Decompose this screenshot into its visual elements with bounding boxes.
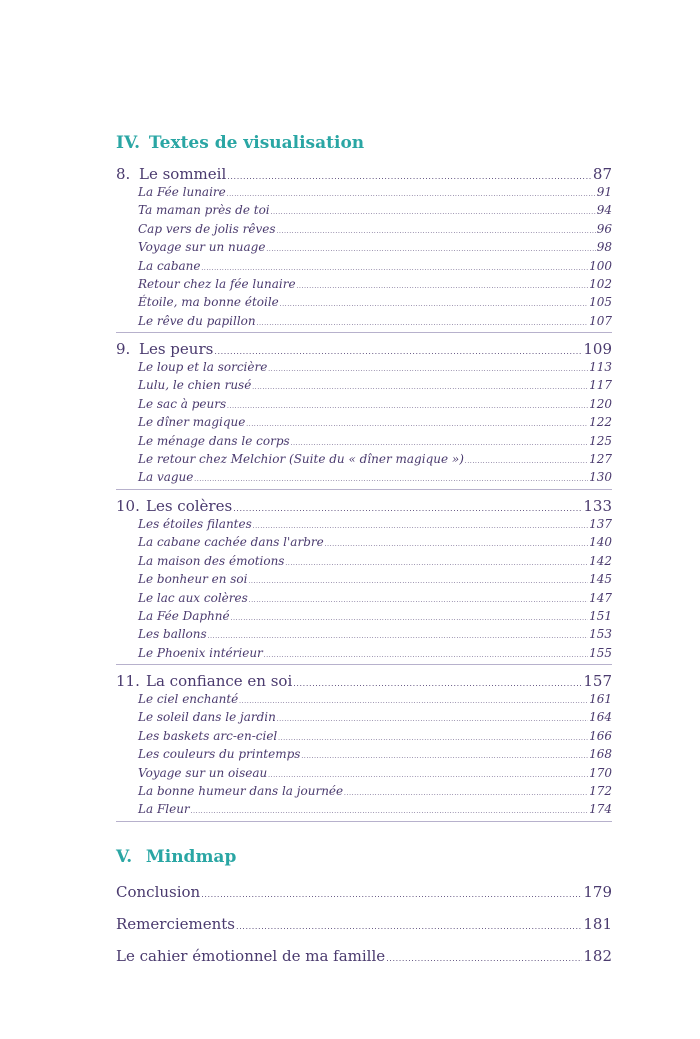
chapter-title: Les peurs (139, 340, 214, 358)
item-title: Cap vers de jolis rêves (138, 221, 276, 236)
item-title: Le bonheur en soi (138, 572, 248, 587)
toc-item[interactable] (116, 517, 612, 535)
chapter-number: 8. (116, 165, 131, 183)
dot-leader (386, 954, 582, 963)
item-page: 94 (596, 203, 612, 218)
item-title: Le lac aux colères (138, 590, 248, 605)
toc-item[interactable] (116, 766, 612, 784)
dot-leader (293, 679, 582, 688)
dot-leader (191, 807, 588, 815)
dot-leader (266, 245, 595, 253)
item-page: 100 (589, 258, 612, 273)
chapter-page: 157 (583, 672, 612, 690)
item-page: 166 (589, 728, 612, 743)
item-title: Les ballons (138, 627, 207, 642)
item-page: 142 (589, 553, 612, 568)
dot-leader (233, 504, 582, 513)
chapter-entry[interactable] (116, 165, 612, 185)
toc-item[interactable] (116, 434, 612, 452)
toc-item[interactable] (116, 692, 612, 710)
item-title: La Fée Daphné (138, 608, 230, 623)
chapter-title: La confiance en soi (146, 672, 293, 690)
dot-leader (236, 922, 582, 931)
item-page: 168 (589, 747, 612, 762)
dot-leader (325, 540, 588, 548)
item-title: Voyage sur un nuage (138, 240, 266, 255)
item-title: La Fée lunaire (138, 185, 226, 199)
item-title: Le soleil dans le jardin (138, 710, 276, 725)
item-title: La vague (138, 470, 194, 485)
item-title: Le ciel enchanté (138, 692, 239, 706)
toc-item[interactable] (116, 240, 612, 258)
dot-leader (257, 319, 588, 327)
dot-leader (231, 614, 588, 622)
item-title: Ta maman près de toi (138, 203, 270, 218)
dot-leader (465, 457, 588, 465)
item-title: Le ménage dans le corps (138, 433, 290, 448)
entry-title: Le cahier émotionnel de ma famille (116, 947, 386, 965)
part-v-heading (116, 847, 236, 867)
chapter-page: 133 (583, 497, 612, 515)
part-title: Mindmap (145, 847, 237, 867)
part-iv-heading (116, 133, 364, 153)
entry-page: 182 (583, 947, 612, 965)
toc-item[interactable] (116, 747, 612, 765)
toc-item[interactable] (116, 378, 612, 396)
dot-leader (246, 420, 588, 428)
item-title: Le sac à peurs (138, 396, 227, 411)
entry-title: Conclusion (116, 883, 201, 901)
toc-item[interactable] (116, 203, 612, 221)
toc-item[interactable] (116, 591, 612, 609)
dot-leader (253, 522, 588, 530)
dot-leader (301, 752, 588, 760)
item-page: 170 (589, 765, 612, 780)
item-page: 113 (589, 360, 612, 374)
item-title: Le rêve du papillon (138, 313, 256, 328)
toc-item[interactable] (116, 222, 612, 240)
item-page: 140 (589, 535, 612, 550)
item-title: La cabane cachée dans l'arbre (138, 535, 324, 550)
chapter-number: 9. (116, 340, 131, 358)
toc-item[interactable] (116, 572, 612, 590)
toc-item[interactable] (116, 554, 612, 572)
item-title: Les étoiles filantes (138, 517, 252, 531)
item-title: Les couleurs du printemps (138, 747, 301, 762)
item-page: 105 (589, 295, 612, 310)
item-page: 153 (589, 627, 612, 642)
item-title: La Fleur (138, 802, 190, 817)
toc-item[interactable] (116, 295, 612, 313)
toc-item[interactable] (116, 535, 612, 553)
dot-leader (239, 697, 588, 705)
item-page: 117 (589, 378, 612, 393)
dot-leader (271, 208, 596, 216)
toc-item[interactable] (116, 729, 612, 747)
dot-leader (249, 596, 588, 604)
chapter-number: 10. (116, 497, 140, 515)
item-title: La maison des émotions (138, 553, 285, 568)
part-number: IV. (116, 133, 141, 153)
item-title: Le retour chez Melchior (Suite du « dîner magique ») (138, 451, 464, 466)
toc-item[interactable] (116, 277, 612, 295)
item-title: Le Phoenix intérieur (138, 645, 263, 660)
toc-item[interactable] (116, 710, 612, 728)
toc-item[interactable] (116, 609, 612, 627)
chapter-9 (116, 340, 612, 490)
dot-leader (201, 264, 588, 272)
chapter-entry[interactable] (116, 340, 612, 360)
item-page: 137 (589, 517, 612, 531)
dot-leader (214, 347, 582, 356)
item-title: Les baskets arc-en-ciel (138, 728, 278, 743)
dot-leader (227, 402, 588, 410)
item-page: 107 (589, 313, 612, 328)
dot-leader (277, 227, 596, 235)
item-page: 164 (589, 710, 612, 725)
chapter-entry[interactable] (116, 497, 612, 517)
toc-item[interactable] (116, 802, 612, 820)
item-page: 125 (589, 433, 612, 448)
dot-leader (297, 282, 589, 290)
toc-item[interactable] (116, 470, 612, 488)
dot-leader (277, 715, 588, 723)
item-page: 155 (589, 645, 612, 660)
entry-title: Remerciements (116, 915, 236, 933)
toc-item[interactable] (116, 415, 612, 433)
item-page: 102 (589, 276, 612, 291)
toc-item[interactable] (116, 784, 612, 802)
part-title: Textes de visualisation (148, 133, 365, 153)
part-number: V. (116, 847, 133, 867)
toc-item[interactable] (116, 452, 612, 470)
chapter-8 (116, 165, 612, 333)
item-title: La cabane (138, 258, 201, 273)
chapter-10 (116, 497, 612, 665)
toc-item[interactable] (116, 627, 612, 645)
toc-item[interactable] (116, 360, 612, 378)
chapter-number: 11. (116, 672, 140, 690)
dot-leader (268, 365, 588, 373)
item-page: 147 (589, 590, 612, 605)
toc-end-entry-remerciements[interactable] (116, 915, 612, 937)
item-title: Le dîner magique (138, 415, 246, 430)
dot-leader (249, 577, 589, 585)
dot-leader (278, 734, 588, 742)
toc-item[interactable] (116, 314, 612, 332)
chapter-page: 109 (583, 340, 612, 358)
item-title: Voyage sur un oiseau (138, 765, 268, 780)
dot-leader (227, 172, 592, 181)
item-page: 151 (589, 608, 612, 623)
toc-end-entry-conclusion[interactable] (116, 883, 612, 905)
item-page: 174 (589, 802, 612, 817)
item-page: 127 (589, 451, 612, 466)
toc-end-entry-cahier[interactable] (116, 947, 612, 969)
item-page: 145 (589, 572, 612, 587)
item-page: 96 (596, 221, 612, 236)
dot-leader (291, 439, 588, 447)
item-page: 161 (589, 692, 612, 706)
dot-leader (208, 632, 588, 640)
item-page: 172 (589, 783, 612, 798)
item-page: 130 (589, 470, 612, 485)
toc-item[interactable] (116, 646, 612, 664)
dot-leader (280, 300, 588, 308)
toc-item[interactable] (116, 397, 612, 415)
chapter-page: 87 (592, 165, 612, 183)
toc-item[interactable] (116, 185, 612, 203)
chapter-entry[interactable] (116, 672, 612, 692)
entry-page: 181 (583, 915, 612, 933)
item-title: La bonne humeur dans la journée (138, 783, 344, 798)
dot-leader (268, 771, 588, 779)
item-title: Retour chez la fée lunaire (138, 276, 296, 291)
dot-leader (227, 190, 596, 198)
dot-leader (344, 789, 588, 797)
item-page: 120 (589, 396, 612, 411)
dot-leader (264, 651, 588, 659)
item-title: Lulu, le chien rusé (138, 378, 252, 393)
toc-item[interactable] (116, 259, 612, 277)
dot-leader (285, 559, 588, 567)
dot-leader (201, 890, 582, 899)
chapter-title: Les colères (146, 497, 233, 515)
dot-leader (252, 383, 588, 391)
item-page: 91 (596, 185, 612, 199)
chapter-11 (116, 672, 612, 822)
chapter-title: Le sommeil (139, 165, 227, 183)
dot-leader (194, 475, 588, 483)
entry-page: 179 (583, 883, 612, 901)
item-page: 98 (596, 240, 612, 255)
item-page: 122 (589, 415, 612, 430)
item-title: Étoile, ma bonne étoile (138, 295, 279, 310)
item-title: Le loup et la sorcière (138, 360, 268, 374)
